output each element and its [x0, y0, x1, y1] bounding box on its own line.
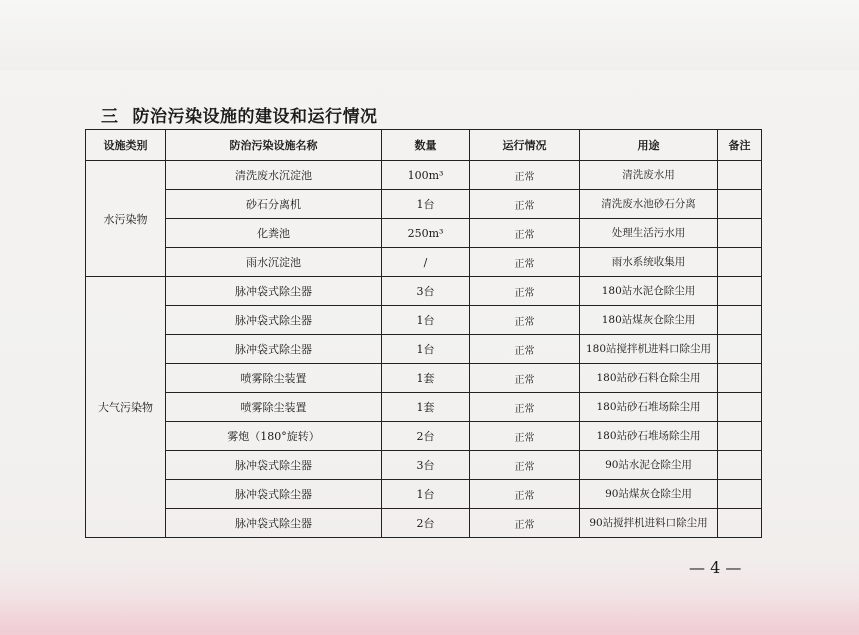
table-row [86, 364, 762, 393]
table-row [86, 335, 762, 364]
status-cell: 正常 [470, 335, 580, 364]
quantity-cell: 1套 [382, 393, 470, 422]
quantity-cell: 3台 [382, 277, 470, 306]
section-number: 三 [101, 107, 119, 127]
remark-cell [718, 335, 762, 364]
status-cell: 正常 [470, 509, 580, 538]
table-row [86, 277, 762, 306]
use-cell: 180站煤灰仓除尘用 [580, 306, 718, 335]
remark-cell [718, 451, 762, 480]
table-row [86, 451, 762, 480]
facility-name-cell: 雨水沉淀池 [166, 248, 382, 277]
table-row [86, 306, 762, 335]
table-header-row [86, 130, 762, 161]
use-cell: 180站砂石堆场除尘用 [580, 393, 718, 422]
use-cell: 180站搅拌机进料口除尘用 [580, 335, 718, 364]
status-cell: 正常 [470, 161, 580, 190]
status-cell: 正常 [470, 277, 580, 306]
facility-name-cell: 脉冲袋式除尘器 [166, 480, 382, 509]
remark-cell [718, 509, 762, 538]
remark-cell [718, 422, 762, 451]
remark-cell [718, 219, 762, 248]
status-cell: 正常 [470, 190, 580, 219]
facility-name-cell: 脉冲袋式除尘器 [166, 306, 382, 335]
quantity-cell: 1台 [382, 480, 470, 509]
status-cell: 正常 [470, 306, 580, 335]
facility-name-cell: 化粪池 [166, 219, 382, 248]
quantity-cell: 3台 [382, 451, 470, 480]
facility-name-cell: 喷雾除尘装置 [166, 364, 382, 393]
table-row [86, 422, 762, 451]
page-number: — 4 — [689, 558, 742, 577]
table-row [86, 509, 762, 538]
status-cell: 正常 [470, 248, 580, 277]
status-cell: 正常 [470, 422, 580, 451]
page-top-margin [0, 0, 859, 70]
quantity-cell: 250m³ [382, 219, 470, 248]
header-name: 防治污染设施名称 [166, 130, 382, 161]
status-cell: 正常 [470, 219, 580, 248]
remark-cell [718, 190, 762, 219]
use-cell: 90站水泥仓除尘用 [580, 451, 718, 480]
remark-cell [718, 248, 762, 277]
table-row [86, 161, 762, 190]
remark-cell [718, 364, 762, 393]
remark-cell [718, 480, 762, 509]
table-body [86, 161, 762, 538]
table-row [86, 219, 762, 248]
remark-cell [718, 393, 762, 422]
use-cell: 180站砂石堆场除尘用 [580, 422, 718, 451]
status-cell: 正常 [470, 451, 580, 480]
facility-name-cell: 清洗废水沉淀池 [166, 161, 382, 190]
quantity-cell: 2台 [382, 509, 470, 538]
facility-name-cell: 砂石分离机 [166, 190, 382, 219]
section-title: 防治污染设施的建设和运行情况 [132, 107, 378, 127]
pollution-facilities-table [85, 129, 762, 538]
table-row [86, 190, 762, 219]
quantity-cell: 1台 [382, 306, 470, 335]
remark-cell [718, 277, 762, 306]
quantity-cell: / [382, 248, 470, 277]
table-row [86, 393, 762, 422]
header-use: 用途 [580, 130, 718, 161]
section-heading [101, 102, 378, 127]
category-cell: 大气污染物 [86, 277, 166, 538]
facility-name-cell: 脉冲袋式除尘器 [166, 277, 382, 306]
header-category: 设施类别 [86, 130, 166, 161]
use-cell: 180站砂石料仓除尘用 [580, 364, 718, 393]
table-row [86, 480, 762, 509]
remark-cell [718, 306, 762, 335]
quantity-cell: 2台 [382, 422, 470, 451]
facility-name-cell: 脉冲袋式除尘器 [166, 335, 382, 364]
use-cell: 90站搅拌机进料口除尘用 [580, 509, 718, 538]
facility-name-cell: 脉冲袋式除尘器 [166, 451, 382, 480]
category-cell: 水污染物 [86, 161, 166, 277]
quantity-cell: 100m³ [382, 161, 470, 190]
status-cell: 正常 [470, 364, 580, 393]
header-quantity: 数量 [382, 130, 470, 161]
remark-cell [718, 161, 762, 190]
use-cell: 清洗废水池砂石分离 [580, 190, 718, 219]
quantity-cell: 1套 [382, 364, 470, 393]
facility-name-cell: 脉冲袋式除尘器 [166, 509, 382, 538]
facility-name-cell: 喷雾除尘装置 [166, 393, 382, 422]
status-cell: 正常 [470, 393, 580, 422]
quantity-cell: 1台 [382, 190, 470, 219]
use-cell: 180站水泥仓除尘用 [580, 277, 718, 306]
header-remark: 备注 [718, 130, 762, 161]
use-cell: 清洗废水用 [580, 161, 718, 190]
header-status: 运行情况 [470, 130, 580, 161]
status-cell: 正常 [470, 480, 580, 509]
table-row [86, 248, 762, 277]
quantity-cell: 1台 [382, 335, 470, 364]
bottom-tint [0, 595, 859, 635]
facility-name-cell: 雾炮（180°旋转） [166, 422, 382, 451]
use-cell: 处理生活污水用 [580, 219, 718, 248]
use-cell: 雨水系统收集用 [580, 248, 718, 277]
use-cell: 90站煤灰仓除尘用 [580, 480, 718, 509]
